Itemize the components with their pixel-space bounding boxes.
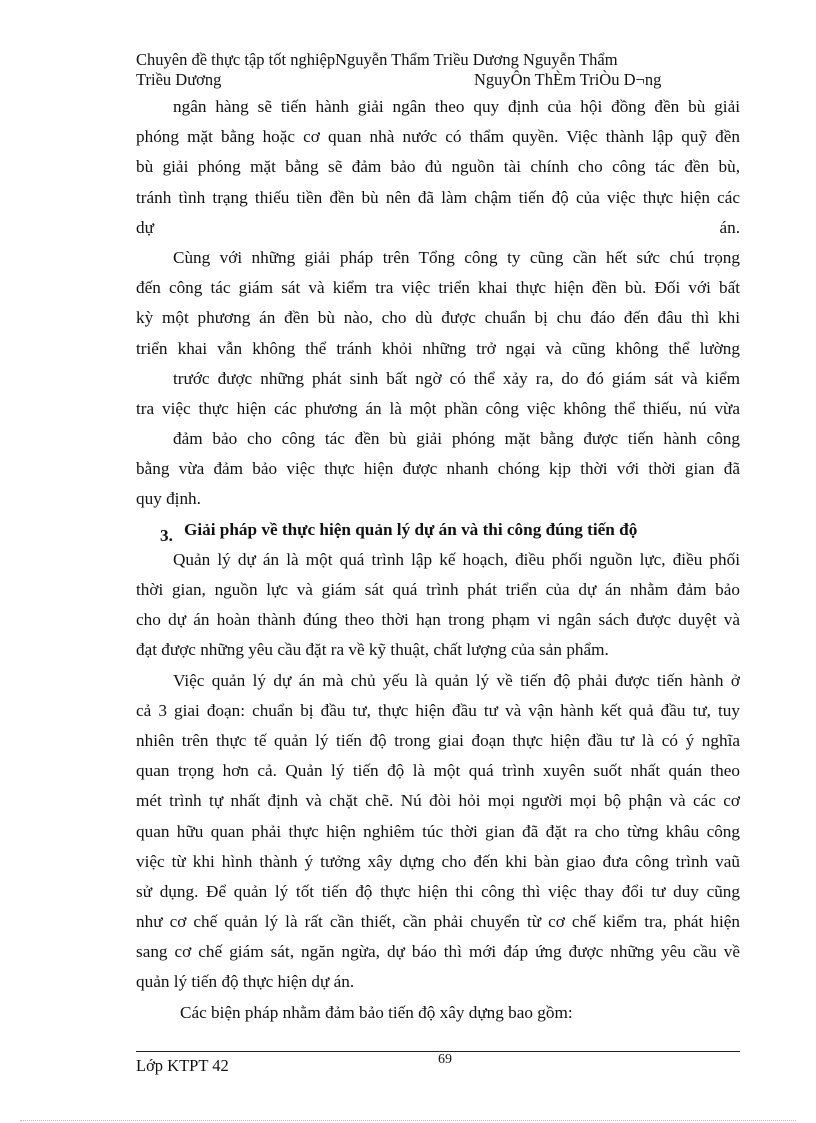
paragraph-line: đạt được những yêu cầu đặt ra về kỹ thuật, chất lượng của sản phẩm. bbox=[136, 640, 609, 660]
paragraph-line: quy định. bbox=[136, 489, 201, 509]
paragraph-line: Các biện pháp nhằm đảm bảo tiến độ xây dựng bao gồm: bbox=[180, 1002, 573, 1022]
page-bottom-dotted-border bbox=[20, 1120, 796, 1121]
paragraph-line: đảm bảo cho công tác đền bù giải phóng mặt bằng được tiến hành công bbox=[173, 429, 740, 449]
paragraph-line: kỳ một phương án đền bù nào, cho dù được chuẩn bị chu đáo đến đâu thì khi bbox=[136, 308, 740, 328]
line-start-word: dự bbox=[136, 217, 154, 237]
running-header-line-2-right: NguyÔn ThÈm TriÒu D¬ng bbox=[474, 70, 662, 89]
paragraph-line: như cơ chế quản lý là rất cần thiết, cần phải chuyển từ cơ chế kiểm tra, phát hiện bbox=[136, 912, 740, 932]
paragraph-line: thời gian, nguồn lực và giám sát quá trình phát triển của dự án nhằm đảm bảo bbox=[136, 580, 740, 599]
paragraph-line: đến công tác giám sát và kiểm tra việc triển khai thực hiện đền bù. Đối với bất bbox=[136, 278, 740, 298]
paragraph-line: ngân hàng sẽ tiến hành giải ngân theo quy định của hội đồng đền bù giải bbox=[173, 97, 740, 116]
paragraph-line: sử dụng. Để quản lý tốt tiến độ thực hiện thi công thì việc thay đổi tư duy cũng bbox=[136, 881, 740, 901]
running-header-line-2-left: Triều Dương bbox=[136, 70, 222, 89]
section-title: Giải pháp về thực hiện quản lý dự án và thi công đúng tiến độ bbox=[184, 519, 638, 539]
document-body bbox=[136, 92, 740, 1028]
paragraph-line: Cùng với những giải pháp trên Tổng công ty cũng cần hết sức chú trọng bbox=[173, 247, 740, 267]
section-heading bbox=[136, 515, 740, 545]
paragraph-line: bù giải phóng mặt bằng sẽ đảm bảo đủ nguồn tài chính cho công tác đền bù, bbox=[136, 157, 740, 177]
paragraph-line: triển khai vẫn không thể tránh khỏi những trở ngại và cũng không thể lường bbox=[136, 338, 740, 358]
line-end-word: án. bbox=[719, 217, 740, 237]
paragraph-line: trước được những phát sinh bất ngờ có thể xảy ra, do đó giám sát và kiểm bbox=[173, 368, 740, 388]
paragraph-line bbox=[136, 213, 740, 243]
paragraph-line: Quản lý dự án là một quá trình lập kế hoạch, điều phối nguồn lực, điều phối bbox=[173, 549, 740, 569]
paragraph-line: quan trọng hơn cả. Quản lý tiến độ là một quá trình xuyên suốt nhất quán theo bbox=[136, 761, 740, 781]
paragraph-line: tra việc thực hiện các phương án là một phần công việc không thể thiếu, nú vừa bbox=[136, 398, 740, 418]
paragraph-line: sang cơ chế giám sát, ngăn ngừa, dự báo thì mới đáp ứng được những yêu cầu về bbox=[136, 942, 740, 962]
paragraph-line: cho dự án hoàn thành đúng theo thời hạn trong phạm vi ngân sách được duyệt và bbox=[136, 610, 740, 630]
paragraph-line: quan hữu quan phải thực hiện nghiêm túc thời gian đã đặt ra cho từng khâu công bbox=[136, 821, 740, 841]
paragraph-line: tránh tình trạng thiếu tiền đền bù nên đã làm chậm tiến độ của việc thực hiện các bbox=[136, 187, 740, 207]
running-header-line-1: Chuyên đề thực tập tốt nghiệpNguyễn Thẩm Triều Dương Nguyễn Thẩm bbox=[136, 50, 618, 69]
paragraph-line: việc từ khi hình thành ý tưởng xây dựng cho đến khi bàn giao đưa công trình vaũ bbox=[136, 851, 740, 871]
page-number: 69 bbox=[438, 1052, 452, 1067]
paragraph-line: nhiên trên thực tế quản lý tiến độ trong giai đoạn thực hiện đầu tư là có ý nghĩa bbox=[136, 730, 740, 750]
paragraph-line: Việc quản lý dự án mà chủ yếu là quản lý về tiến độ phải được tiến hành ở bbox=[173, 670, 740, 690]
paragraph-line: quản lý tiến độ thực hiện dự án. bbox=[136, 972, 355, 992]
paragraph-line: mét trình tự nhất định và chặt chẽ. Nú đòi hỏi mọi người mọi bộ phận và các cơ bbox=[136, 791, 740, 811]
paragraph-line: bằng vừa đảm bảo việc thực hiện được nhanh chóng kịp thời với thời gian đã bbox=[136, 459, 740, 479]
section-number: 3. bbox=[160, 525, 173, 545]
paragraph-line: phóng mặt bằng hoặc cơ quan nhà nước có thẩm quyền. Việc thành lập quỹ đền bbox=[136, 127, 740, 147]
paragraph-line: cả 3 giai đoạn: chuẩn bị đầu tư, thực hiện đầu tư và vận hành kết quả đầu tư, tuy bbox=[136, 700, 740, 720]
footer-class-label: Lớp KTPT 42 bbox=[136, 1056, 229, 1075]
